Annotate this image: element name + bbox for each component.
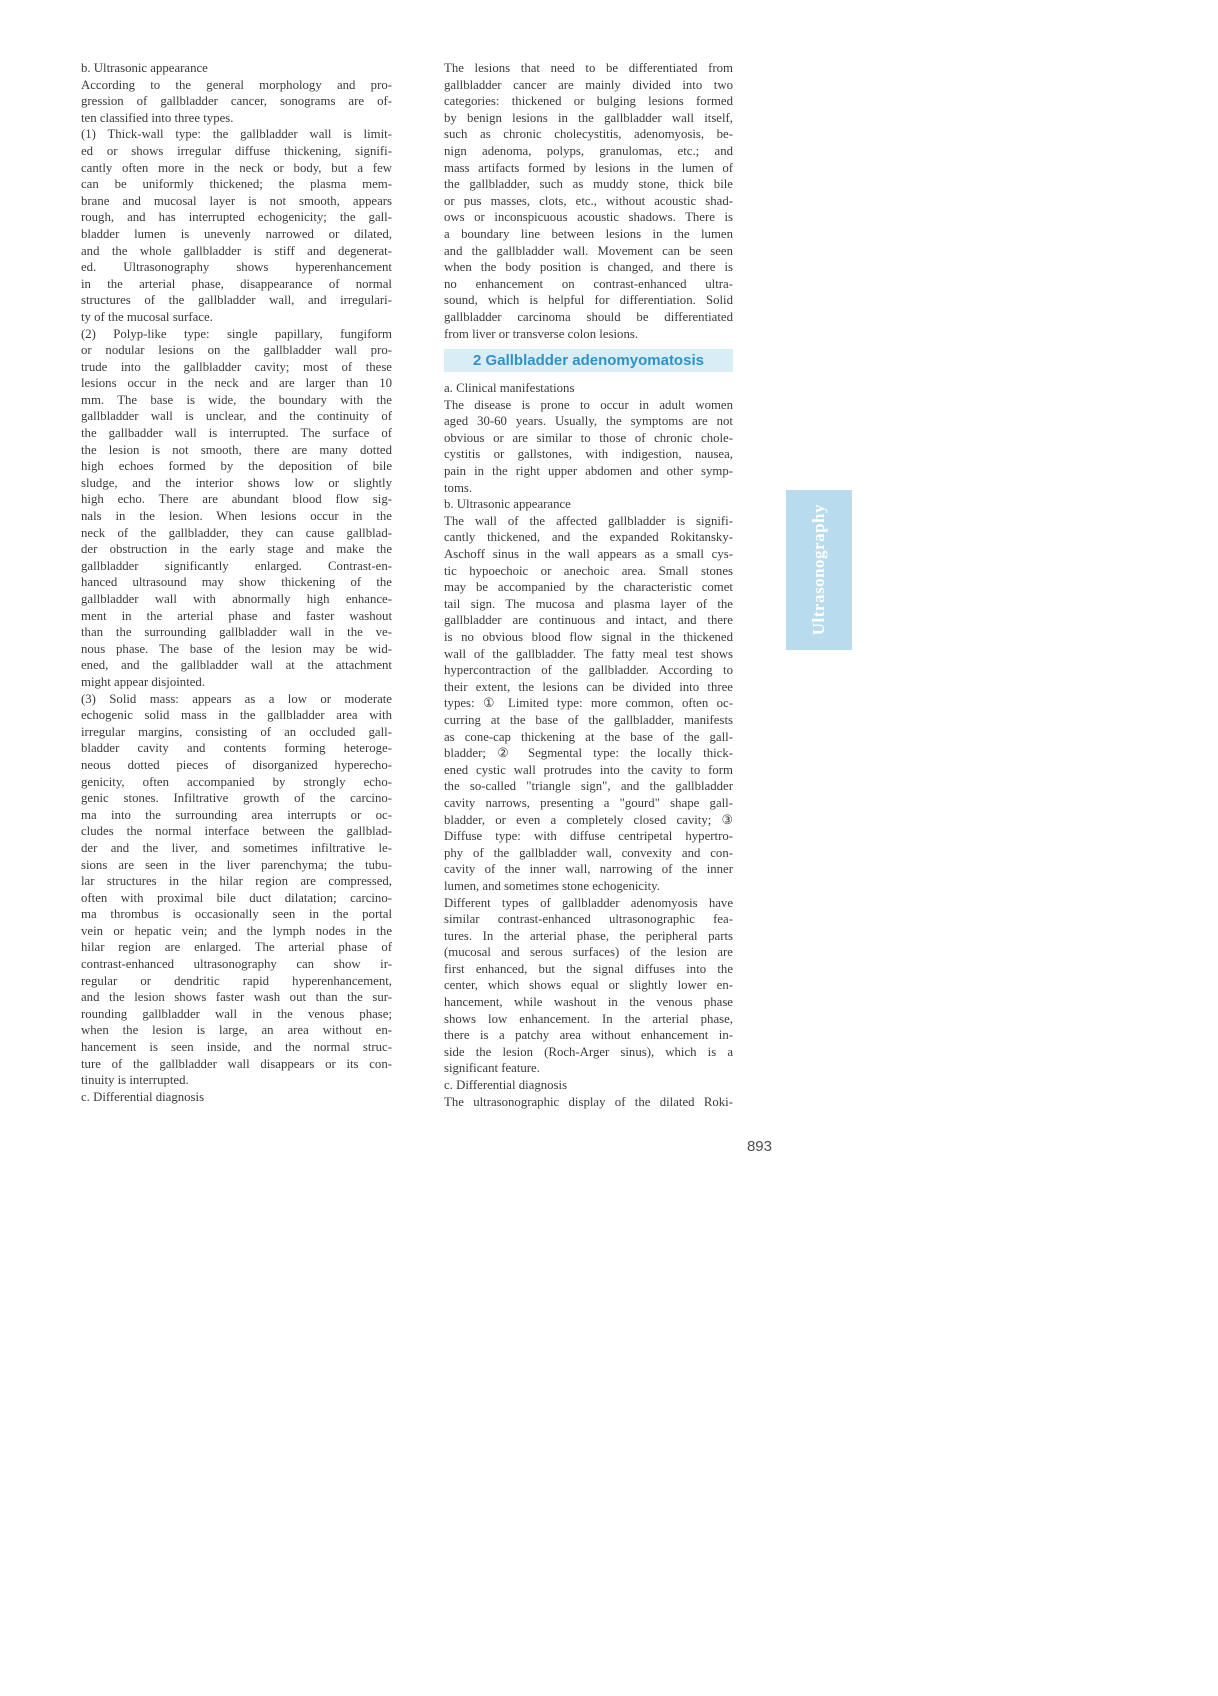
text-line: curring at the base of the gallbladder, manifests (444, 712, 733, 727)
text-line: high echo. There are abundant blood flow sig- (81, 492, 392, 507)
text-line: might appear disjointed. (81, 674, 206, 689)
text-line: mass artifacts formed by lesions in the lumen of (444, 160, 733, 175)
text-line: a. Clinical manifestations (444, 381, 575, 396)
text-line: no enhancement on contrast-enhanced ultra- (444, 276, 733, 291)
text-line: there is a patchy area without enhancement in- (444, 1028, 733, 1043)
text-line: (1) Thick-wall type: the gallbladder wall is limit- (81, 127, 392, 142)
text-line: sions are seen in the liver parenchyma; the tubu- (81, 857, 392, 872)
text-line: nign adenoma, polyps, granulomas, etc.; and (444, 143, 733, 158)
text-line: hancement, while washout in the venous phase (444, 995, 733, 1010)
text-line: The wall of the affected gallbladder is signifi- (444, 513, 733, 528)
left-column (81, 60, 392, 1105)
text-line: ened, and the gallbladder wall at the attachment (81, 658, 392, 673)
text-line: The lesions that need to be differentiated from (444, 61, 733, 75)
text-line: sludge, and the interior shows low or slightly (81, 475, 392, 490)
text-line: bladder, or even a completely closed cavity; ③ (444, 812, 733, 827)
text-line: is no obvious blood flow signal in the thickened (444, 630, 733, 644)
text-line: gallbladder wall is unclear, and the continuity of (81, 409, 392, 424)
text-line: regular or dendritic rapid hyperenhancement, (81, 973, 392, 988)
text-line: cantly thickened, and the expanded Rokitansky- (444, 530, 733, 545)
section-heading: 2 Gallbladder adenomyomatosis (444, 349, 733, 372)
text-line: rounding gallbladder wall in the venous phase; (81, 1006, 392, 1021)
text-line: the gallbadder wall is interrupted. The surface of (81, 426, 392, 441)
text-line: when the body position is changed, and there is (444, 260, 733, 275)
text-line: (2) Polyp-like type: single papillary, fungiform (81, 326, 392, 341)
text-line: gallbladder wall with abnormally high enhance- (81, 592, 392, 606)
text-line: gression of gallbladder cancer, sonograms are of- (81, 94, 392, 109)
text-line: tures. In the arterial phase, the peripheral parts (444, 928, 733, 943)
text-line: ed or shows irregular diffuse thickening, signifi- (81, 143, 392, 158)
text-line: der obstruction in the early stage and make the (81, 542, 392, 557)
text-line: vein or hepatic vein; and the lymph nodes in the (81, 923, 392, 938)
text-line: center, which shows equal or slightly lower en- (444, 978, 733, 993)
text-line: and the lesion shows faster wash out than the sur- (81, 990, 392, 1005)
text-line: from liver or transverse colon lesions. (444, 326, 639, 341)
text-line: gallbladder are continuous and intact, and there (444, 613, 733, 628)
text-line: c. Differential diagnosis (444, 1078, 568, 1093)
text-line: trude into the gallbladder cavity; most of these (81, 359, 392, 374)
text-line: nous phase. The base of the lesion may be wid- (81, 641, 392, 656)
text-line: contrast-enhanced ultrasonography can show ir- (81, 957, 392, 972)
text-line: The ultrasonographic display of the dilated Roki- (444, 1094, 733, 1109)
text-line: categories: thickened or bulging lesions formed (444, 94, 733, 109)
chapter-thumb-tab (786, 490, 852, 650)
text-line: sound, which is helpful for differentiation. Solid (444, 293, 733, 308)
text-line: (3) Solid mass: appears as a low or moderate (81, 691, 392, 706)
text-line: similar contrast-enhanced ultrasonographic fea- (444, 912, 733, 927)
text-line: wall of the gallbladder. The fatty meal test shows (444, 646, 733, 661)
text-line: cavity narrows, presenting a "gourd" shape gall- (444, 795, 733, 810)
text-line: a boundary line between lesions in the lumen (444, 226, 733, 241)
text-line: cludes the normal interface between the gallblad- (81, 824, 392, 839)
text-line: bladder lumen is unevenly narrowed or dilated, (81, 226, 392, 241)
text-line: may be accompanied by the characteristic comet (444, 580, 733, 595)
chapter-tab-label: Ultrasonography (809, 504, 828, 636)
text-line: (mucosal and serous surfaces) of the lesion are (444, 945, 733, 960)
text-line: first enhanced, but the signal diffuses into the (444, 961, 733, 976)
text-line: neck of the gallbladder, they can cause gallblad- (81, 525, 392, 540)
text-line: pain in the right upper abdomen and other symp- (444, 464, 733, 479)
text-line: ows or inconspicuous acoustic shadows. There is (444, 210, 733, 225)
text-line: obvious or are similar to those of chronic chole- (444, 430, 733, 445)
text-line: tail sign. The mucosa and plasma layer of the (444, 596, 733, 611)
right-column (444, 60, 733, 1110)
text-line: nals in the lesion. When lesions occur in the (81, 509, 392, 524)
text-line: hypercontraction of the gallbladder. According to (444, 663, 733, 678)
text-line: cantly often more in the neck or body, but a few (81, 160, 392, 175)
text-line: lesions occur in the neck and are larger than 10 (81, 376, 392, 391)
text-line: ma into the surrounding area interrupts or oc- (81, 807, 392, 822)
text-line: cavity of the inner wall, narrowing of the inner (444, 862, 733, 877)
text-line: types: ① Limited type: more common, often oc- (444, 696, 733, 711)
text-line: Aschoff sinus in the wall appears as a small cys- (444, 547, 733, 562)
text-line: toms. (444, 480, 473, 495)
page-number: 893 (746, 1138, 772, 1155)
text-line: and the gallbladder wall. Movement can be seen (444, 243, 733, 258)
text-line: in the arterial phase, disappearance of normal (81, 276, 392, 291)
text-line: high echoes formed by the deposition of bile (81, 459, 392, 474)
text-line: gallbladder carcinoma should be differentiated (444, 309, 733, 324)
text-line: ened cystic wall protrudes into the cavity to form (444, 762, 733, 777)
text-line: ty of the mucosal surface. (81, 309, 213, 324)
text-line: often with proximal bile duct dilatation; carcino- (81, 890, 392, 905)
text-line: gallbladder significantly enlarged. Contrast-en- (81, 558, 392, 573)
text-line: such as chronic cholecystitis, adenomyosis, be- (444, 127, 733, 142)
text-line: b. Ultrasonic appearance (81, 61, 208, 75)
text-line: Different types of gallbladder adenomyosis have (444, 895, 733, 910)
text-line: tinuity is interrupted. (81, 1073, 189, 1088)
text-line: as cone-cap thickening at the base of the gall- (444, 729, 733, 744)
text-line: bladder cavity and contents forming heteroge- (81, 741, 392, 756)
text-line: or pus masses, clots, etc., without acoustic shad- (444, 193, 733, 208)
text-line: der and the liver, and sometimes infiltrative le- (81, 840, 392, 855)
text-line: mm. The base is wide, the boundary with the (81, 392, 392, 407)
text-line: can be uniformly thickened; the plasma mem- (81, 177, 392, 192)
text-line: genicity, often accompanied by strongly echo- (81, 774, 392, 789)
text-line: significant feature. (444, 1061, 540, 1076)
text-line: genic stones. Infiltrative growth of the carcino- (81, 791, 392, 806)
text-line: the gallbladder, such as muddy stone, thick bile (444, 177, 733, 192)
text-line: According to the general morphology and pro- (81, 77, 392, 92)
text-line: structures of the gallbladder wall, and irregulari- (81, 293, 392, 308)
text-line: ma thrombus is occasionally seen in the portal (81, 907, 392, 922)
text-line: cystitis or gallstones, with indigestion, nausea, (444, 447, 733, 462)
text-line: bladder; ② Segmental type: the locally thick- (444, 746, 733, 761)
text-line: hanced ultrasound may show thickening of the (81, 575, 392, 590)
text-line: the lesion is not smooth, there are many dotted (81, 442, 392, 457)
text-line: Diffuse type: with diffuse centripetal hypertro- (444, 829, 733, 844)
text-line: rough, and has interrupted echogenicity; the gall- (81, 210, 392, 225)
text-line: shows low enhancement. In the arterial phase, (444, 1011, 733, 1026)
text-line: echogenic solid mass in the gallbladder area with (81, 708, 392, 723)
text-line: ten classified into three types. (81, 110, 234, 125)
text-line: c. Differential diagnosis (81, 1089, 205, 1104)
text-line: brane and mucosal layer is not smooth, appears (81, 193, 392, 208)
text-line: lar structures in the hilar region are compressed, (81, 874, 392, 889)
text-line: or nodular lesions on the gallbladder wall pro- (81, 343, 392, 358)
text-line: by benign lesions in the gallbladder wall itself, (444, 110, 733, 125)
text-line: ed. Ultrasonography shows hyperenhancement (81, 260, 392, 275)
text-line: when the lesion is large, an area without en- (81, 1023, 392, 1038)
text-line: their extent, the lesions can be divided into three (444, 679, 733, 694)
text-line: phy of the gallbladder wall, convexity and con- (444, 845, 733, 860)
text-line: tic hypoechoic or anechoic area. Small stones (444, 563, 733, 578)
text-line: lumen, and sometimes stone echogenicity. (444, 878, 660, 893)
text-line: ment in the arterial phase and faster washout (81, 608, 392, 623)
text-line: aged 30-60 years. Usually, the symptoms are not (444, 414, 733, 429)
text-line: The disease is prone to occur in adult women (444, 397, 733, 412)
text-line: hilar region are enlarged. The arterial phase of (81, 940, 392, 955)
text-line: hancement is seen inside, and the normal struc- (81, 1040, 392, 1055)
text-line: irregular margins, consisting of an occluded gall- (81, 724, 392, 739)
text-line: side the lesion (Roch-Arger sinus), which is a (444, 1044, 733, 1059)
text-line: the so-called "triangle sign", and the gallbladder (444, 779, 733, 794)
text-line: ture of the gallbladder wall disappears or its con- (81, 1056, 392, 1071)
text-line: gallbladder cancer are mainly divided into two (444, 77, 733, 92)
text-line: b. Ultrasonic appearance (444, 497, 571, 512)
text-line: neous dotted pieces of disorganized hyperecho- (81, 757, 392, 772)
text-line: than the surrounding gallbladder wall in the ve- (81, 625, 392, 640)
text-line: and the whole gallbladder is stiff and degenerat- (81, 243, 392, 258)
